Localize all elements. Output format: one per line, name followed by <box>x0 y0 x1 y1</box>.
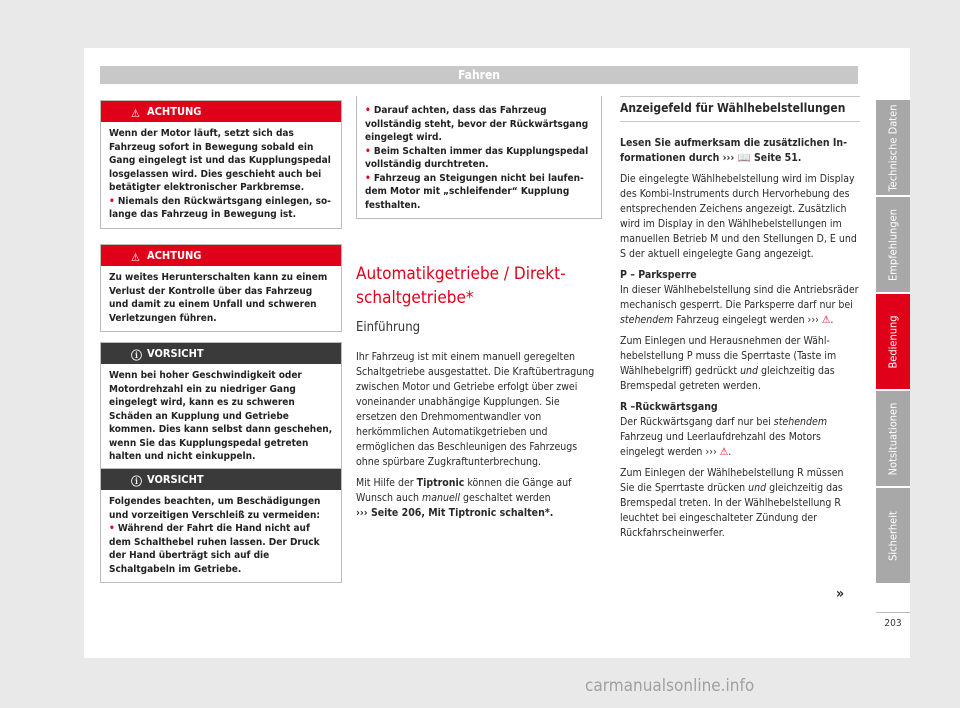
tab-sicherheit[interactable] <box>876 488 910 583</box>
caution-label: VORSICHT <box>147 473 204 486</box>
emphasis: stehendem <box>620 314 674 326</box>
text-span: Mit Hilfe der <box>356 477 417 489</box>
warning-header <box>101 101 341 122</box>
bullet-text: Fahrzeug an Steigungen nicht bei laufendem Motor mit „schleifender“ Kupplung festhalten. <box>365 172 584 211</box>
page-number: 203 <box>884 618 902 629</box>
park-heading: P – Parksperre <box>620 269 697 281</box>
text-span: Der Rückwärtsgang darf nur bei <box>620 416 771 428</box>
continue-icon: » <box>836 586 845 602</box>
bullet-text: Beim Schalten immer das Kupplungspedal vollständig durchtreten. <box>365 145 589 170</box>
warning-label: ACHTUNG <box>147 249 202 262</box>
info-icon: ⓘ <box>131 475 142 488</box>
warning-box-1 <box>100 100 342 229</box>
caution-box-2 <box>100 468 342 583</box>
bullet-icon: • <box>365 145 374 157</box>
warning-label: ACHTUNG <box>147 105 202 118</box>
tab-label: Technische Daten <box>886 103 900 192</box>
display-paragraph: Die eingelegte Wählhebelstellung wird im Display des Kombi-Instruments durch Hervorhebung des entsprechenden Zeichens angezeigt. Zusätzlich wird im Display in den Wählhebelstellungen im manuellen Betrieb M und den Stellungen D, E und S der aktuell eingelegte Gang angezeigt. <box>620 173 857 260</box>
caution-bullet: Während der Fahrt die Hand nicht auf dem Schalthebel ruhen lassen. Der Druck der Hand überträgt sich auf die Schaltgabeln im Getriebe. <box>109 523 320 575</box>
tab-empfehlungen[interactable] <box>876 197 910 292</box>
emphasis: und <box>740 365 759 377</box>
text-span: gleichzeitig das Bremspedal treten. In der Wählhebelstellung R leuchtet bei eingeschalteter Zündung der Rückfahrscheinwerfer. <box>620 482 843 539</box>
intro-text: Lesen Sie aufmerksam die zusätzlichen Informationen durch ››› <box>620 137 848 164</box>
warning-continuation <box>356 96 602 219</box>
emphasis: stehendem <box>773 416 828 428</box>
bullet-icon: • <box>109 523 118 534</box>
section-heading: Anzeigefeld für Wählhebelstellungen <box>620 96 860 122</box>
caution-header <box>101 343 341 364</box>
warning-icon[interactable]: ⚠ <box>821 314 831 326</box>
page-header: Fahren <box>100 66 858 84</box>
reverse-heading: R –Rückwärtsgang <box>620 401 718 413</box>
caution-text: Wenn bei hoher Geschwindigkeit oder Motordrehzahl ein zu niedriger Gang eingelegt wird, kann es zu schweren Schäden an Kupplung und Getriebe kommen. Dies kann selbst dann geschehen, wenn Sie das Kupplungspedal getreten halten und nicht einkuppeln. <box>109 370 333 462</box>
warning-icon: ⚠ <box>131 107 140 120</box>
info-icon: ⓘ <box>131 349 142 362</box>
warning-box-2 <box>100 244 342 332</box>
tab-technische-daten[interactable] <box>876 100 910 195</box>
chapter-heading: Automatikgetriebe / Direktschaltgetriebe* <box>356 264 566 308</box>
emphasis: manuell <box>422 492 461 504</box>
caution-label: VORSICHT <box>147 347 204 360</box>
bullet-icon: • <box>365 105 374 116</box>
page-number-divider <box>876 612 910 613</box>
bullet-icon: • <box>365 172 374 184</box>
cross-reference-link[interactable]: ››› Seite 206, Mit Tiptronic schalten*. <box>356 507 554 519</box>
text-span: gleichzeitig das Bremspedal getreten werden. <box>620 365 835 392</box>
text-span: Fahrzeug eingelegt werden ››› <box>676 314 819 326</box>
warning-header <box>101 245 341 266</box>
tiptronic-term: Tiptronic <box>416 477 465 489</box>
tab-label: Bedienung <box>886 314 900 369</box>
bullet-icon: • <box>109 195 118 207</box>
tab-label: Empfehlungen <box>886 208 900 281</box>
caution-box-1 <box>100 342 342 471</box>
warning-icon: ⚠ <box>131 251 140 264</box>
warning-text: Zu weites Herunterschalten kann zu einem Verlust der Kontrolle über das Fahrzeug und damit zu einem Unfall und schweren Verletzungen führen. <box>109 272 328 324</box>
warning-text: Wenn der Motor läuft, setzt sich das Fahrzeug sofort in Bewegung sobald ein Gang eingelegt ist und das Kupplungspedal losgelassen wird. Dies geschieht auch bei betätigter elektronischer Parkbremse. <box>109 128 331 193</box>
text-span: Fahrzeug und Leerlaufdrehzahl des Motors eingelegt werden ››› <box>620 431 821 458</box>
text-span: geschaltet werden <box>460 492 551 504</box>
text-span: Zum Einlegen der Wählhebelstellung R müssen Sie die Sperrtaste drücken <box>620 467 844 494</box>
book-icon: 📖 <box>737 152 751 164</box>
subheading: Einführung <box>356 320 421 335</box>
text-span: In dieser Wählhebelstellung sind die Antriebsräder mechanisch gesperrt. Die Parksperre darf nur bei <box>620 284 859 311</box>
text-span: Zum Einlegen und Herausnehmen der Wählhebelstellung P muss die Sperrtaste (Taste im Wählhebelgriff) gedrückt <box>620 335 837 377</box>
tab-label: Notsituationen <box>886 402 900 475</box>
intro-paragraph: Ihr Fahrzeug ist mit einem manuell geregelten Schaltgetriebe ausgestattet. Die Kraftübertragung zwischen Motor und Getriebe erfolgt über zwei voneinander unabhängige Kupplungen. Sie ersetzen den Drehmomentwandler von herkömmlichen Automatikgetrieben und ermöglichen das Beschleunigen des Fahrzeugs ohne spürbare Zugkraftunterbrechung. <box>356 351 595 468</box>
bullet-text: Darauf achten, dass das Fahrzeug vollständig steht, bevor der Rückwärtsgang eingelegt wird. <box>365 105 589 143</box>
tab-notsituationen[interactable] <box>876 391 910 486</box>
caution-text: Folgendes beachten, um Beschädigungen und vorzeitigen Verschleiß zu vermeiden: <box>109 496 321 521</box>
warning-bullet: Niemals den Rückwärtsgang einlegen, solange das Fahrzeug in Bewegung ist. <box>109 195 331 220</box>
tab-bedienung[interactable] <box>876 294 910 389</box>
page-reference-link[interactable]: Seite 51. <box>753 152 802 164</box>
tab-label: Sicherheit <box>886 510 900 561</box>
text-span: können die Gänge auf Wunsch auch <box>356 477 572 504</box>
warning-icon[interactable]: ⚠ <box>719 446 729 458</box>
chapter-tabs <box>876 100 910 585</box>
watermark: carmanualsonline.info <box>585 676 755 696</box>
emphasis: und <box>748 482 767 494</box>
caution-header <box>101 469 341 490</box>
